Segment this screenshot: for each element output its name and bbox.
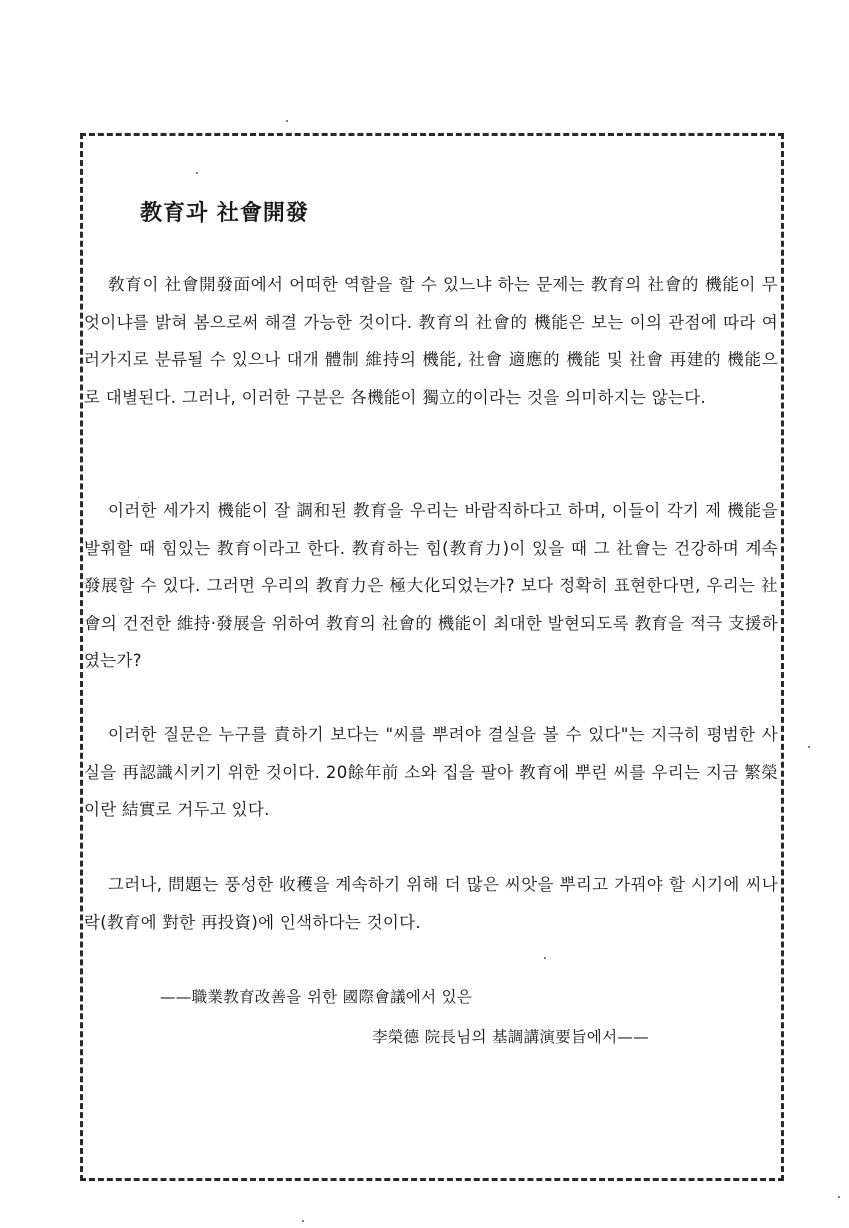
paragraph-4: 그러나, 問題는 풍성한 收穫을 계속하기 위해 더 많은 씨앗을 뿌리고 가꿔야 할 시기에 씨나락(教育에 對한 再投資)에 인색하다는 것이다. <box>84 875 778 932</box>
scan-speck <box>286 120 288 122</box>
page-title: 教育과 社會開發 <box>140 201 309 226</box>
scan-speck <box>196 172 198 174</box>
paragraph-1: 敎育이 社會開發面에서 어떠한 역할을 할 수 있느냐 하는 문제는 教育의 社會的 機能이 무엇이냐를 밝혀 봄으로써 해결 가능한 것이다. 教育의 社會的 機能은 보는 이의 관점에 따라 여러가지로 분류될 수 있으나 대개 體制 維持의 機能, 社會 適應的 機能 및 社會 再建的 機能으로 대별된다. 그러나, 이러한 구분은 各機能이 獨立的이라는 것을 의미하지는 않는다. <box>84 275 778 407</box>
paragraph-2: 이러한 세가지 機能이 잘 調和된 教育을 우리는 바람직하다고 하며, 이들이 각기 제 機能을 발휘할 때 힘있는 教育이라고 한다. 教育하는 힘(教育力)이 있을 때 그 社會는 건강하며 계속 發展할 수 있다. 그러면 우리의 教育力은 極大化되었는가? 보다 정확히 표현한다면, 우리는 社會의 건전한 維持·發展을 위하여 教育의 社會的 機能이 최대한 발현되도록 教育을 적극 支援하였는가? <box>84 501 778 670</box>
paragraph-3: 이러한 질문은 누구를 責하기 보다는 "씨를 뿌려야 결실을 볼 수 있다"는 지극히 평범한 사실을 再認識시키기 위한 것이다. 20餘年前 소와 집을 팔아 教育에 뿌린 씨를 우리는 지금 繁榮이란 結實로 거두고 있다. <box>84 725 778 819</box>
scan-speck <box>544 957 546 959</box>
scan-speck <box>808 746 810 748</box>
scan-speck <box>838 1196 840 1198</box>
source-line-1: ——職業教育改善을 위한 國際會議에서 있은 <box>160 988 473 1006</box>
scan-speck <box>302 1220 304 1222</box>
source-line-2: 李榮德 院長님의 基調講演要旨에서—— <box>372 1028 649 1046</box>
